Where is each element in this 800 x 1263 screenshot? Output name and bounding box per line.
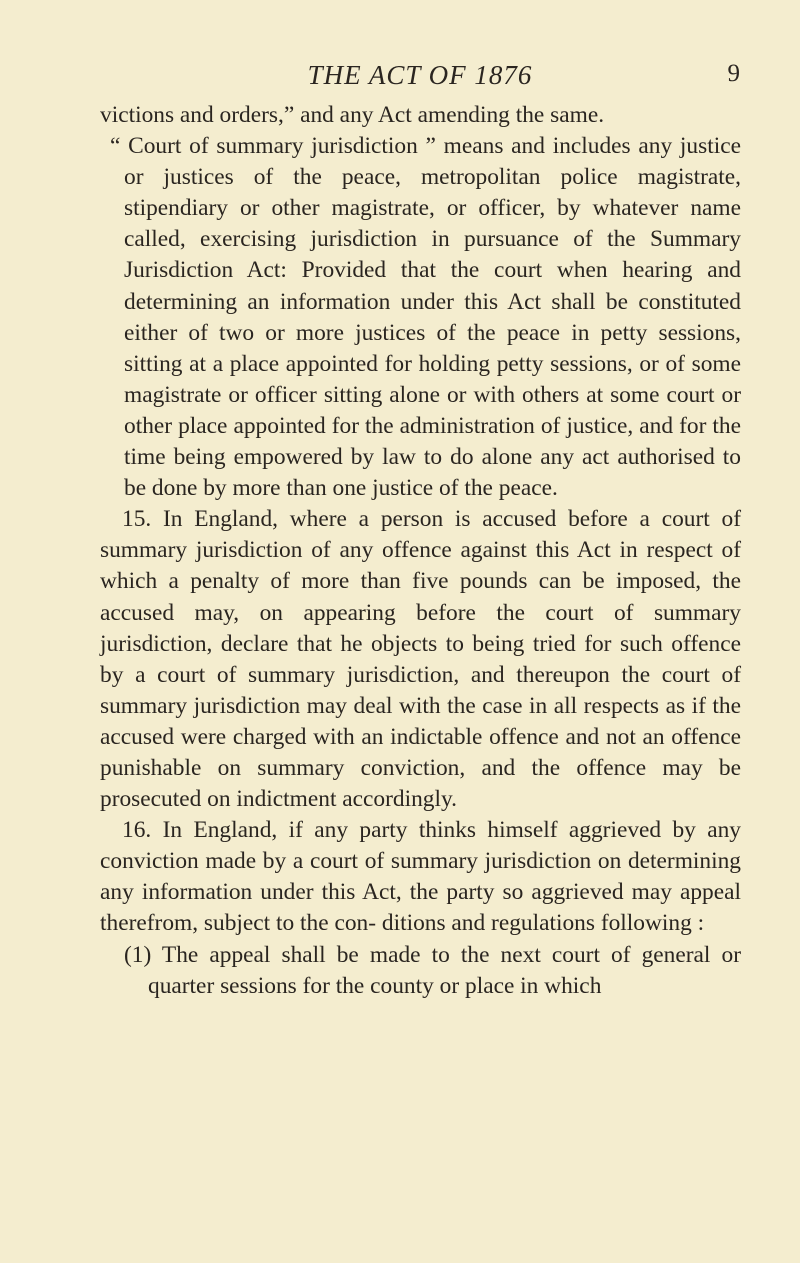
paragraph-continuation: victions and orders,” and any Act amending the same.: [100, 102, 605, 128]
definition-court-of-summary-jurisdiction: “ Court of summary jurisdiction ” means and includes any justice or justices of the peace, metropolitan police magistrate, stipendiary or other magistrate, or officer, by whatever name called, exercising jurisdiction in pursuance of the Summary Jurisdiction Act: Provided that the court when hearing and determining an information under this Act shall be constituted either of two or more justices of the peace in petty sessions, sitting at a place appointed for holding petty sessions, or of some magistrate or officer sitting alone or with others at some court or other place appointed for the administration of justice, and for the time being empowered by law to do alone any act authorised to be done by more than one justice of the peace.: [110, 133, 741, 502]
section-15: 15. In England, where a person is accused before a court of summary jurisdiction of any offence against this Act in respect of which a penalty of more than five pounds can be imposed, the accused may, on appearing before the court of summary jurisdiction, declare that he objects to being tried for such offence by a court of summary jurisdiction, and thereupon the court of summary jurisdiction may deal with the case in all respects as if the accused were charged with an indictable offence and not an offence punishable on summary conviction, and the offence may be prosecuted on indictment accordingly.: [100, 506, 741, 813]
body-text: [100, 100, 741, 1002]
section-16: 16. In England, if any party thinks himself aggrieved by any conviction made by a court of summary jurisdiction on determining any information under this Act, the party so aggrieved may appeal therefrom, subject to the con- ditions and regulations following :: [100, 817, 741, 937]
page-number: 9: [727, 60, 740, 87]
page-header: [100, 60, 740, 94]
running-title: THE ACT OF 1876: [307, 60, 533, 90]
section-16-subsection-1: (1) The appeal shall be made to the next court of general or quarter sessions for the county or place in which: [124, 941, 741, 999]
